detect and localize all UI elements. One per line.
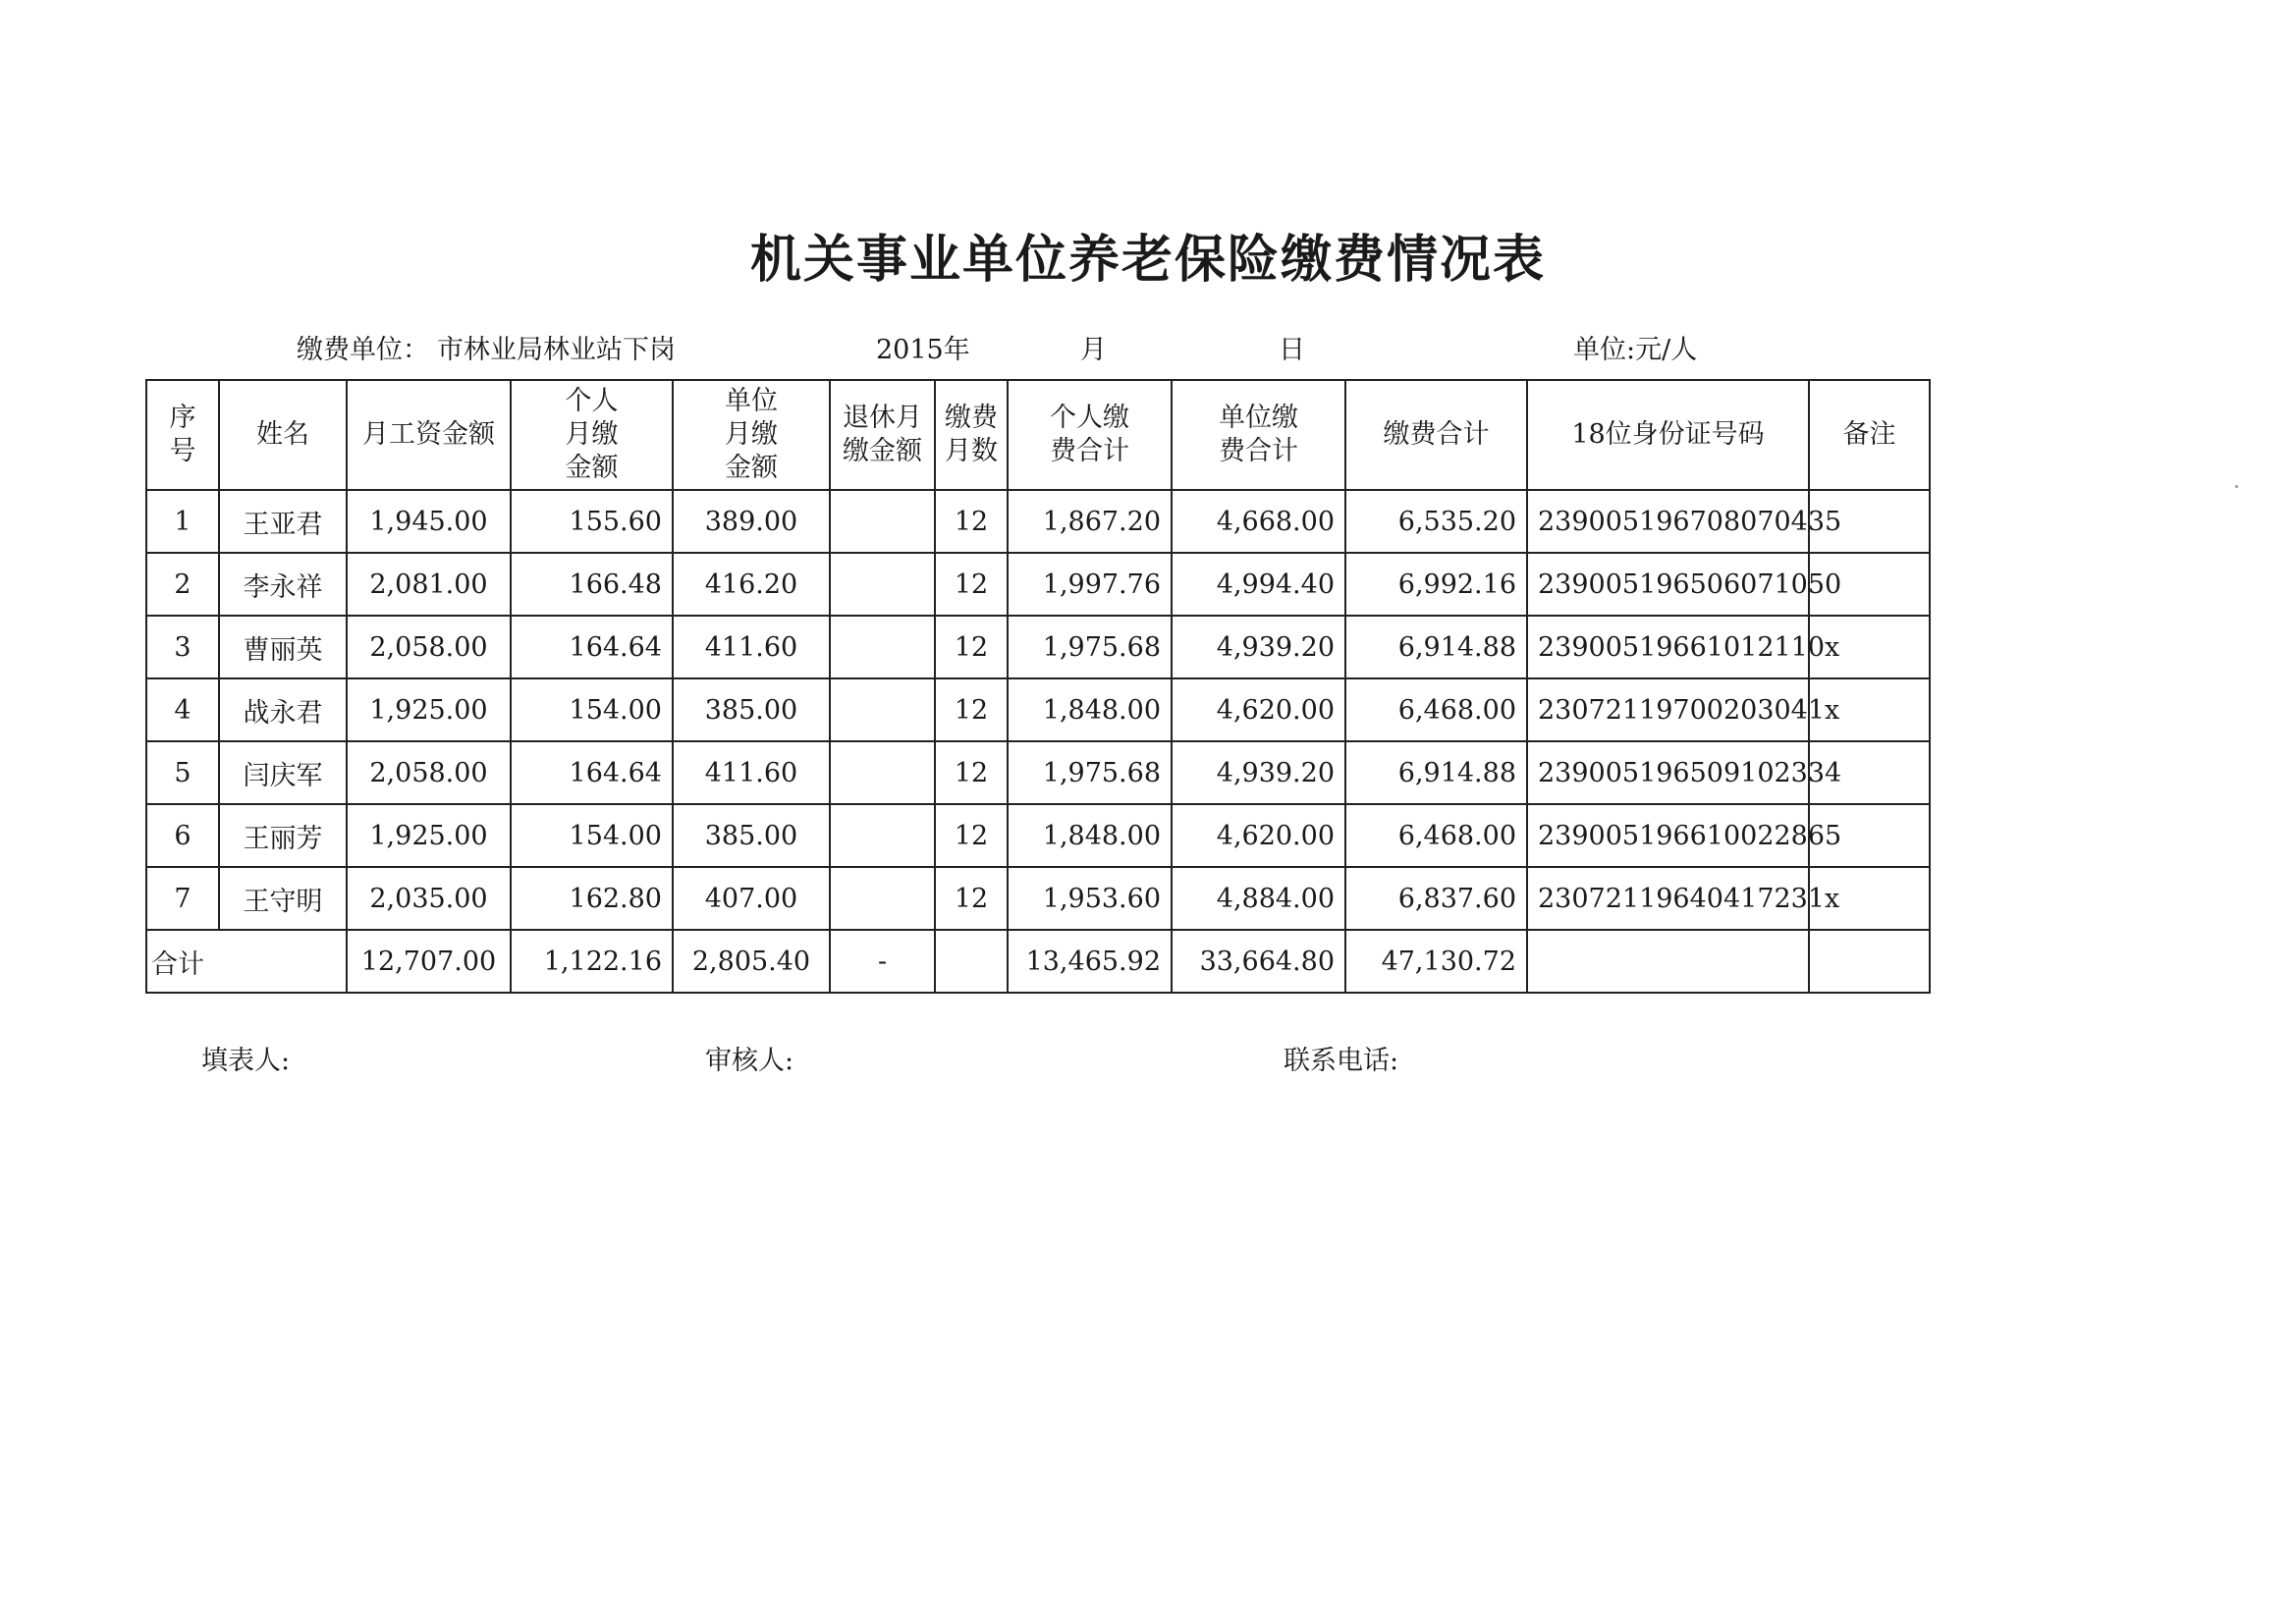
payer-unit-label: 缴费单位： <box>297 335 429 365</box>
total-label: 合计 <box>146 930 347 993</box>
cell-months: 12 <box>935 616 1008 678</box>
cell-name: 王守明 <box>219 867 347 930</box>
cell-monthly-wage: 2,035.00 <box>347 867 511 930</box>
total-personal-monthly: 1,122.16 <box>511 930 673 993</box>
total-monthly-wage: 12,707.00 <box>347 930 511 993</box>
cell-personal-monthly: 162.80 <box>511 867 673 930</box>
cell-months: 12 <box>935 490 1008 553</box>
cell-name: 李永祥 <box>219 553 347 616</box>
reviewer-field: 审核人: <box>705 1046 794 1076</box>
table-row <box>146 616 1930 678</box>
cell-id-number: 239005196610022865 <box>1527 804 1809 867</box>
cell-unit-monthly: 416.20 <box>673 553 830 616</box>
total-row <box>146 930 1930 993</box>
total-personal-total: 13,465.92 <box>1008 930 1172 993</box>
total-months <box>935 930 1008 993</box>
cell-months: 12 <box>935 804 1008 867</box>
cell-seq: 3 <box>146 616 219 678</box>
cell-personal-monthly: 154.00 <box>511 678 673 741</box>
table-row <box>146 867 1930 930</box>
cell-personal-monthly: 155.60 <box>511 490 673 553</box>
cell-seq: 1 <box>146 490 219 553</box>
header-name: 姓名 <box>219 380 347 490</box>
cell-unit-total: 4,994.40 <box>1172 553 1345 616</box>
total-remarks <box>1809 930 1930 993</box>
cell-months: 12 <box>935 741 1008 804</box>
cell-name: 曹丽英 <box>219 616 347 678</box>
total-unit-total: 33,664.80 <box>1172 930 1345 993</box>
table-row <box>146 741 1930 804</box>
cell-unit-total: 4,884.00 <box>1172 867 1345 930</box>
cell-personal-monthly: 164.64 <box>511 616 673 678</box>
cell-grand-total: 6,914.88 <box>1345 616 1527 678</box>
page-title: 机关事业单位养老保险缴费情况表 <box>749 231 1546 290</box>
cell-retired-monthly <box>830 553 935 616</box>
cell-personal-total: 1,867.20 <box>1008 490 1172 553</box>
cell-personal-total: 1,997.76 <box>1008 553 1172 616</box>
cell-monthly-wage: 1,925.00 <box>347 804 511 867</box>
header-id-number: 18位身份证号码 <box>1527 380 1809 490</box>
cell-grand-total: 6,535.20 <box>1345 490 1527 553</box>
cell-months: 12 <box>935 553 1008 616</box>
cell-unit-monthly: 407.00 <box>673 867 830 930</box>
header-personal-monthly: 个人月缴金额 <box>511 380 673 490</box>
cell-id-number: 23072119640417231x <box>1527 867 1809 930</box>
cell-personal-total: 1,953.60 <box>1008 867 1172 930</box>
cell-monthly-wage: 2,058.00 <box>347 616 511 678</box>
cell-grand-total: 6,837.60 <box>1345 867 1527 930</box>
header-grand-total: 缴费合计 <box>1345 380 1527 490</box>
phone-field: 联系电话: <box>1284 1046 1399 1076</box>
header-months: 缴费月数 <box>935 380 1008 490</box>
header-personal-total: 个人缴费合计 <box>1008 380 1172 490</box>
cell-name: 闫庆军 <box>219 741 347 804</box>
cell-seq: 4 <box>146 678 219 741</box>
cell-seq: 5 <box>146 741 219 804</box>
table-row <box>146 678 1930 741</box>
cell-id-number: 239005196708070435 <box>1527 490 1809 553</box>
payer-unit-value: 市林业局林业站下岗 <box>437 335 676 365</box>
total-unit-monthly: 2,805.40 <box>673 930 830 993</box>
cell-personal-total: 1,848.00 <box>1008 678 1172 741</box>
cell-grand-total: 6,914.88 <box>1345 741 1527 804</box>
cell-name: 王丽芳 <box>219 804 347 867</box>
cell-unit-total: 4,939.20 <box>1172 616 1345 678</box>
payment-table <box>145 379 1931 994</box>
cell-unit-total: 4,620.00 <box>1172 804 1345 867</box>
cell-seq: 2 <box>146 553 219 616</box>
cell-unit-monthly: 411.60 <box>673 741 830 804</box>
cell-retired-monthly <box>830 867 935 930</box>
header-remarks: 备注 <box>1809 380 1930 490</box>
cell-grand-total: 6,992.16 <box>1345 553 1527 616</box>
cell-personal-monthly: 166.48 <box>511 553 673 616</box>
cell-unit-total: 4,620.00 <box>1172 678 1345 741</box>
cell-monthly-wage: 2,058.00 <box>347 741 511 804</box>
total-grand-total: 47,130.72 <box>1345 930 1527 993</box>
cell-retired-monthly <box>830 490 935 553</box>
cell-id-number: 239005196506071050 <box>1527 553 1809 616</box>
header-unit-monthly: 单位月缴金额 <box>673 380 830 490</box>
filler-field: 填表人: <box>201 1046 291 1076</box>
cell-id-number: 23072119700203041x <box>1527 678 1809 741</box>
month-field: 月 <box>1080 335 1107 365</box>
table-row <box>146 804 1930 867</box>
cell-personal-monthly: 154.00 <box>511 804 673 867</box>
cell-months: 12 <box>935 678 1008 741</box>
cell-monthly-wage: 1,925.00 <box>347 678 511 741</box>
total-id-number <box>1527 930 1809 993</box>
cell-unit-monthly: 389.00 <box>673 490 830 553</box>
cell-unit-total: 4,939.20 <box>1172 741 1345 804</box>
currency-unit: 单位:元/人 <box>1573 335 1698 365</box>
cell-unit-monthly: 385.00 <box>673 804 830 867</box>
table-header-row <box>146 380 1930 490</box>
table-row <box>146 490 1930 553</box>
cell-retired-monthly <box>830 678 935 741</box>
cell-unit-total: 4,668.00 <box>1172 490 1345 553</box>
cell-retired-monthly <box>830 741 935 804</box>
header-seq: 序号 <box>146 380 219 490</box>
total-retired-monthly: - <box>830 930 935 993</box>
cell-monthly-wage: 1,945.00 <box>347 490 511 553</box>
payer-unit <box>297 328 676 366</box>
year-field: 2015年 <box>876 335 970 365</box>
cell-personal-total: 1,975.68 <box>1008 741 1172 804</box>
cell-unit-monthly: 411.60 <box>673 616 830 678</box>
cell-id-number: 23900519661012110x <box>1527 616 1809 678</box>
day-field: 日 <box>1279 335 1305 365</box>
cell-name: 战永君 <box>219 678 347 741</box>
cell-retired-monthly <box>830 804 935 867</box>
cell-id-number: 239005196509102334 <box>1527 741 1809 804</box>
cell-name: 王亚君 <box>219 490 347 553</box>
scan-speck <box>2235 485 2238 488</box>
header-retired-monthly: 退休月缴金额 <box>830 380 935 490</box>
cell-unit-monthly: 385.00 <box>673 678 830 741</box>
header-unit-total: 单位缴费合计 <box>1172 380 1345 490</box>
cell-seq: 6 <box>146 804 219 867</box>
cell-personal-total: 1,848.00 <box>1008 804 1172 867</box>
header-monthly-wage: 月工资金额 <box>347 380 511 490</box>
table-row <box>146 553 1930 616</box>
cell-personal-total: 1,975.68 <box>1008 616 1172 678</box>
cell-months: 12 <box>935 867 1008 930</box>
cell-grand-total: 6,468.00 <box>1345 678 1527 741</box>
cell-monthly-wage: 2,081.00 <box>347 553 511 616</box>
cell-retired-monthly <box>830 616 935 678</box>
cell-grand-total: 6,468.00 <box>1345 804 1527 867</box>
cell-seq: 7 <box>146 867 219 930</box>
cell-personal-monthly: 164.64 <box>511 741 673 804</box>
